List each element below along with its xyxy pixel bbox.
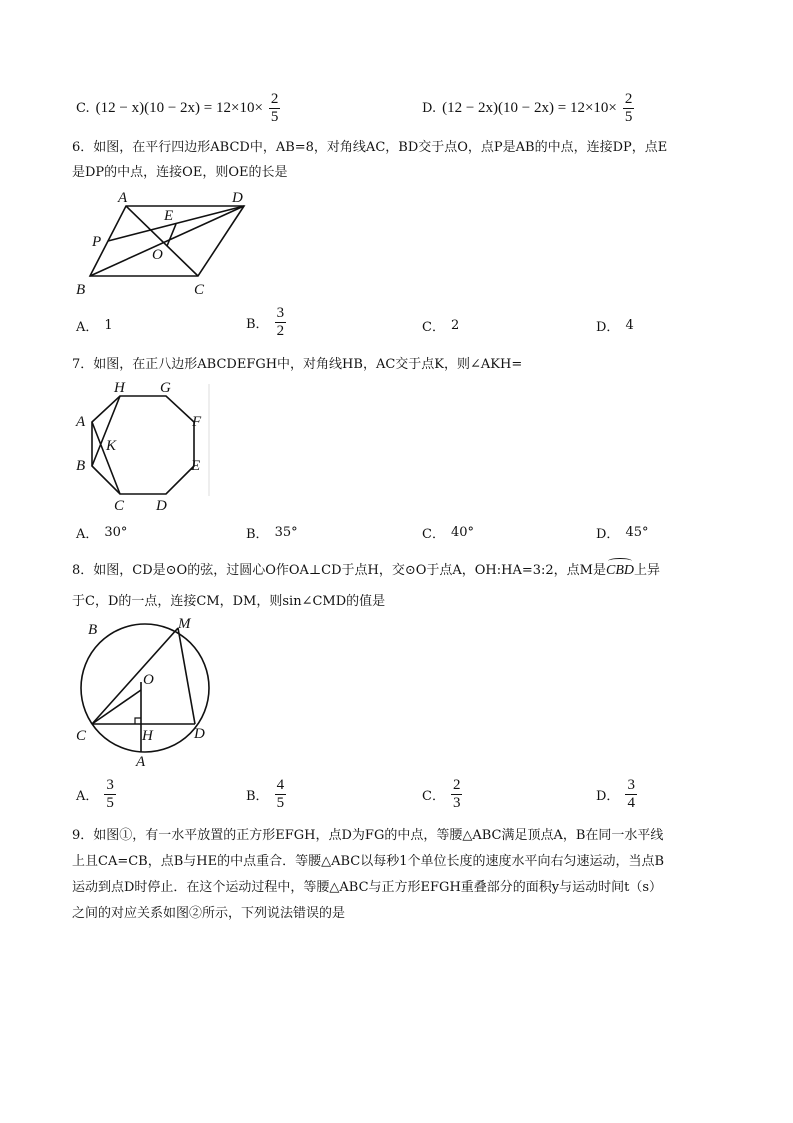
point-label-c: C xyxy=(76,728,87,744)
option-label: A． xyxy=(76,527,99,542)
arc-notation xyxy=(606,563,634,579)
q8-text-line-1-part-b: 上异 xyxy=(634,563,661,578)
point-label-a: A xyxy=(136,754,146,770)
option-label: D． xyxy=(596,320,620,335)
vertex-label-b: B xyxy=(76,458,86,474)
option-label: C． xyxy=(422,527,445,542)
diagonal-ac xyxy=(126,206,198,276)
vertex-label-b: B xyxy=(76,282,86,298)
fraction-numerator: 3 xyxy=(276,305,285,321)
segment-oc xyxy=(92,690,141,724)
option-label: D． xyxy=(596,527,620,542)
fraction-denominator: 2 xyxy=(276,323,285,339)
fraction-numerator: 2 xyxy=(270,91,279,107)
segment-oe xyxy=(167,224,176,246)
vertex-label-h: H xyxy=(114,380,125,396)
vertex-label-c: C xyxy=(114,498,125,514)
q7-options xyxy=(76,523,696,543)
fraction-denominator: 5 xyxy=(270,109,279,125)
q6-option-c xyxy=(422,316,459,335)
q7-octagon-figure xyxy=(70,376,215,516)
point-label-o: O xyxy=(143,672,154,688)
q7-option-b xyxy=(246,523,298,542)
point-label-o: O xyxy=(152,247,163,263)
arc-mark xyxy=(608,558,632,564)
q8-circle-figure xyxy=(70,612,230,772)
q5-option-d xyxy=(422,92,634,125)
fraction-numerator: 3 xyxy=(106,777,114,793)
fraction-numerator: 3 xyxy=(627,777,635,793)
fraction-denominator: 5 xyxy=(276,795,285,811)
option-label: B． xyxy=(246,789,269,804)
vertex-label-g: G xyxy=(160,380,171,396)
vertex-label-c: C xyxy=(194,282,205,298)
vertex-label-e: E xyxy=(191,458,201,474)
fraction-denominator: 4 xyxy=(627,795,635,811)
option-fraction xyxy=(623,92,635,125)
vertex-label-d: D xyxy=(232,190,243,206)
fraction-numerator: 4 xyxy=(276,777,285,793)
q7-option-d xyxy=(596,523,648,542)
point-label-d: D xyxy=(194,726,205,742)
point-label-m: M xyxy=(178,616,191,632)
q7-option-c xyxy=(422,523,474,542)
q6-text-line-2: 是DP的中点，连接OE，则OE的长是 xyxy=(72,165,288,180)
point-label-k: K xyxy=(106,438,117,454)
fraction-denominator: 5 xyxy=(106,795,114,811)
option-label: C. xyxy=(76,101,90,116)
option-label: A． xyxy=(76,320,99,335)
option-label: D． xyxy=(596,789,620,804)
option-fraction xyxy=(625,778,637,811)
option-label: A． xyxy=(76,789,99,804)
option-value: 4 xyxy=(625,318,634,333)
q8-text-line-1-part-a: 8．如图，CD是⊙O的弦，过圆心O作OA⊥CD于点H，交⊙O于点A，OH:HA=3:2，点M是 xyxy=(72,563,606,578)
q8-options xyxy=(76,778,696,818)
fraction-denominator: 3 xyxy=(452,795,461,811)
point-label-p: P xyxy=(92,234,102,250)
vertex-label-d: D xyxy=(156,498,167,514)
q9-text-line-1: 9．如图①，有一水平放置的正方形EFGH，点D为FG的中点，等腰△ABC满足顶点A，B在同一水平线 xyxy=(72,828,664,843)
vertex-label-a: A xyxy=(76,414,86,430)
option-value: 2 xyxy=(450,318,460,333)
option-label: D. xyxy=(422,101,437,116)
option-fraction xyxy=(451,778,463,811)
q8-option-c xyxy=(422,778,462,811)
vertex-label-a: A xyxy=(118,190,128,206)
option-expression: (12 − 2x)(10 − 2x) = 12×10× xyxy=(442,100,617,116)
option-fraction xyxy=(104,778,116,811)
q7-text-line-1: 7．如图，在正八边形ABCDEFGH中，对角线HB，AC交于点K，则∠AKH= xyxy=(72,357,523,372)
point-label-h: H xyxy=(142,728,153,744)
option-label: C． xyxy=(422,320,445,335)
q6-option-a xyxy=(76,316,113,335)
q9-text-line-3: 运动到点D时停止．在这个运动过程中，等腰△ABC与正方形EFGH重叠部分的面积y与运动时间t（s） xyxy=(72,880,663,895)
option-fraction xyxy=(275,778,287,811)
q8-text-line-1 xyxy=(72,559,660,579)
q6-parallelogram-figure xyxy=(74,186,264,300)
option-value: 40° xyxy=(450,525,474,540)
segment-dm xyxy=(178,628,195,724)
point-label-e: E xyxy=(164,208,174,224)
arc-text: CBD xyxy=(606,563,634,578)
option-value: 35° xyxy=(274,525,298,540)
option-value: 1 xyxy=(104,318,113,333)
fraction-denominator: 5 xyxy=(624,109,633,125)
option-fraction xyxy=(275,306,287,339)
fraction-numerator: 2 xyxy=(624,91,633,107)
option-label: B． xyxy=(246,527,269,542)
option-value: 45° xyxy=(625,525,649,540)
segment-cm xyxy=(92,628,178,724)
option-label: C． xyxy=(422,789,445,804)
fraction-numerator: 2 xyxy=(452,777,461,793)
q6-option-d xyxy=(596,316,634,335)
right-angle-mark xyxy=(135,718,141,724)
option-expression: (12 − x)(10 − 2x) = 12×10× xyxy=(95,100,263,116)
q8-option-b xyxy=(246,778,286,811)
vertex-label-f: F xyxy=(192,414,202,430)
option-fraction xyxy=(269,92,281,125)
q6-option-b xyxy=(246,306,286,339)
q9-text-line-4: 之间的对应关系如图②所示，下列说法错误的是 xyxy=(72,906,346,921)
option-label: B． xyxy=(246,317,269,332)
q9-text-line-2: 上且CA=CB，点B与HE的中点重合．等腰△ABC以每秒1个单位长度的速度水平向右匀速运动，当点B xyxy=(72,854,665,869)
q5-option-c xyxy=(76,92,280,125)
q7-option-a xyxy=(76,523,127,542)
q8-text-line-2: 于C，D的一点，连接CM，DM，则sin∠CMD的值是 xyxy=(72,594,386,609)
q6-options xyxy=(76,306,696,346)
q8-option-a xyxy=(76,778,116,811)
q8-option-d xyxy=(596,778,637,811)
q5-options xyxy=(76,92,716,132)
q6-text-line-1: 6．如图，在平行四边形ABCD中，AB=8，对角线AC，BD交于点O，点P是AB的中点，连接DP，点E xyxy=(72,140,668,155)
option-value: 30° xyxy=(104,525,128,540)
point-label-b: B xyxy=(88,622,98,638)
